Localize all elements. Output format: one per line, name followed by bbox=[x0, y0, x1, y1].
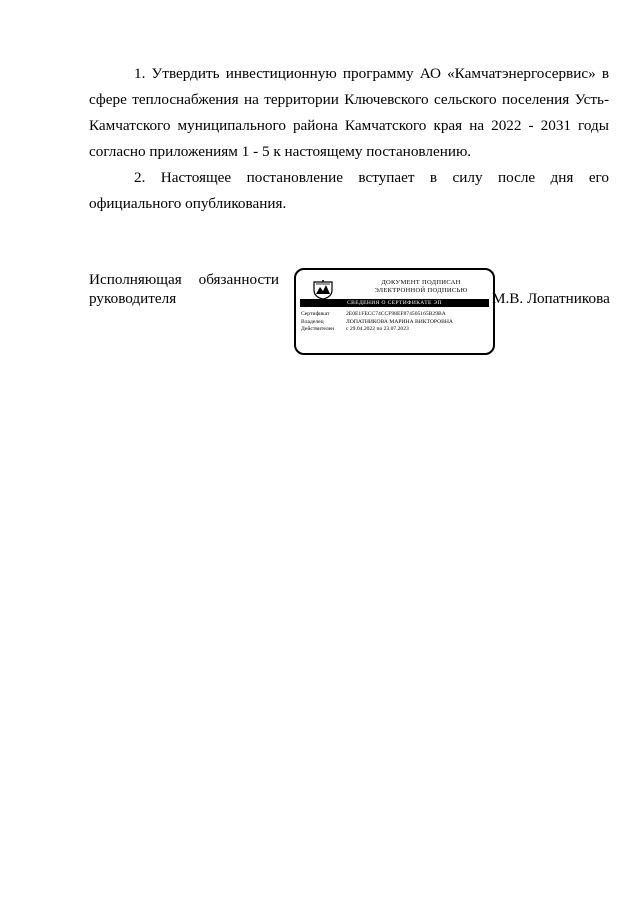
stamp-certificate-header: СВЕДЕНИЯ О СЕРТИФИКАТЕ ЭП bbox=[300, 299, 489, 307]
paragraph-entry-into-force: 2. Настоящее постановление вступает в силу после дня его официального опубликования. bbox=[89, 169, 609, 212]
certificate-label: Сертификат bbox=[301, 311, 330, 317]
validity-label: Действителен bbox=[301, 326, 335, 332]
stamp-title-line2: ЭЛЕКТРОННОЙ ПОДПИСЬЮ bbox=[374, 287, 468, 294]
owner-value: ЛОПАТНИКОВА МАРИНА ВИКТОРОВНА bbox=[346, 318, 453, 325]
signatory-role bbox=[89, 270, 279, 308]
stamp-certificate-details bbox=[301, 311, 453, 334]
validity-value: с 29.04.2022 по 23.07.2023 bbox=[346, 326, 409, 332]
stamp-row-certificate bbox=[301, 311, 453, 319]
paragraph-approve-program: 1. Утвердить инвестиционную программу АО «Камчатэнергосервис» в сфере теплоснабжения на территории Ключевского сельского поселения Усть-Камчатского муниципального района Камчатского края на 2022 - 2031 годы согласно приложениям 1 - 5 к настоящему постановлению. bbox=[89, 65, 609, 160]
certificate-value: 2E0E1FECC74CCF98EF874505165B29BA bbox=[346, 311, 446, 317]
owner-label: Владелец bbox=[301, 318, 324, 325]
stamp-title-line1: ДОКУМЕНТ ПОДПИСАН bbox=[381, 279, 461, 286]
stamp-row-validity bbox=[301, 326, 453, 334]
electronic-signature-stamp bbox=[294, 268, 495, 355]
signatory-role-line2: руководителя bbox=[89, 290, 177, 307]
stamp-title bbox=[356, 279, 486, 295]
signatory-name: М.В. Лопатникова bbox=[492, 290, 610, 307]
signatory-role-line1: Исполняющая обязанности bbox=[89, 271, 279, 288]
stamp-row-owner bbox=[301, 319, 453, 327]
coat-of-arms-icon bbox=[312, 278, 334, 300]
